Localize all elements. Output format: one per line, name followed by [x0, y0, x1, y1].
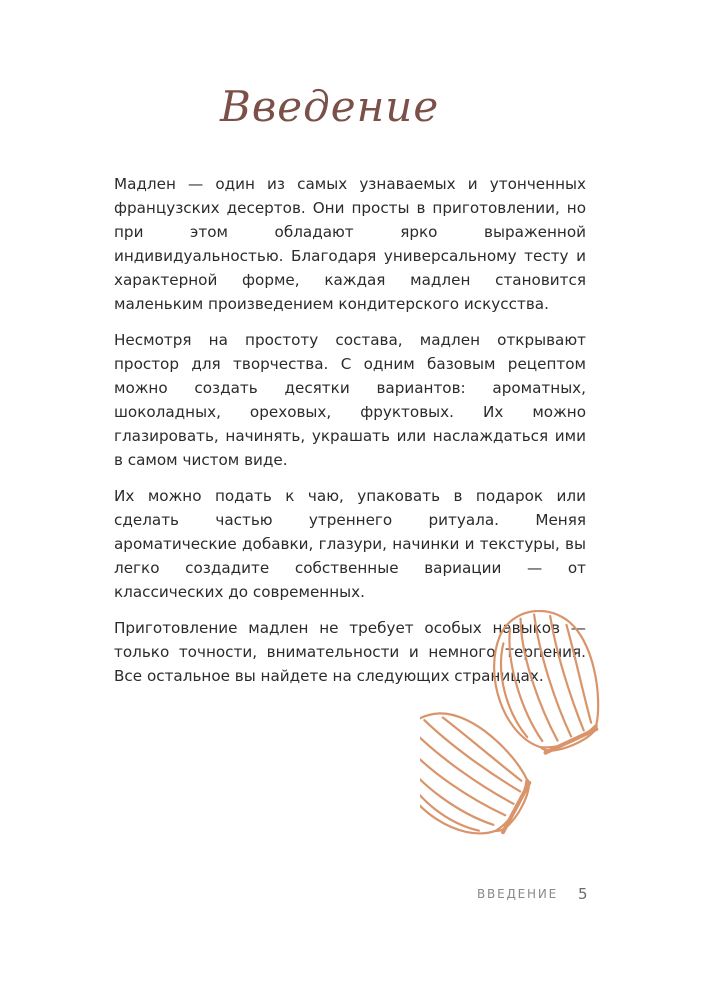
madeleine-1: [470, 610, 622, 765]
paragraph-1: Мадлен — один из самых узнаваемых и утонченных французских десертов. Они просты в приготовлении, но при этом обладают ярко выраженной индивидуальностью. Благодаря универсальному тесту и характерной форме, каждая мадлен становится маленьким произведением кондитерского искусства.: [114, 175, 586, 313]
madeleine-cakes-icon: [420, 610, 650, 860]
page-title: Введение: [220, 82, 440, 131]
page-number: 5: [578, 885, 588, 903]
paragraph-3: Их можно подать к чаю, упаковать в подарок или сделать частью утреннего ритуала. Меняя ароматические добавки, глазури, начинки и текстуры, вы легко создадите собственные вариации — от классических до современных.: [114, 487, 586, 601]
paragraph-2: Несмотря на простоту состава, мадлен открывают простор для творчества. С одним базовым рецептом можно создать десятки вариантов: ароматных, шоколадных, ореховых, фруктовых. Их можно глазировать, начинять, украшать или наслаждаться ими в самом чистом виде.: [114, 331, 586, 469]
madeleine-2: [420, 696, 546, 852]
paragraph-4: Приготовление мадлен не требует особых навыков — только точности, внимательности и немного терпения. Все остальное вы найдете на следующих страницах.: [114, 619, 586, 685]
footer-section-label: ВВЕДЕНИЕ: [477, 887, 558, 901]
